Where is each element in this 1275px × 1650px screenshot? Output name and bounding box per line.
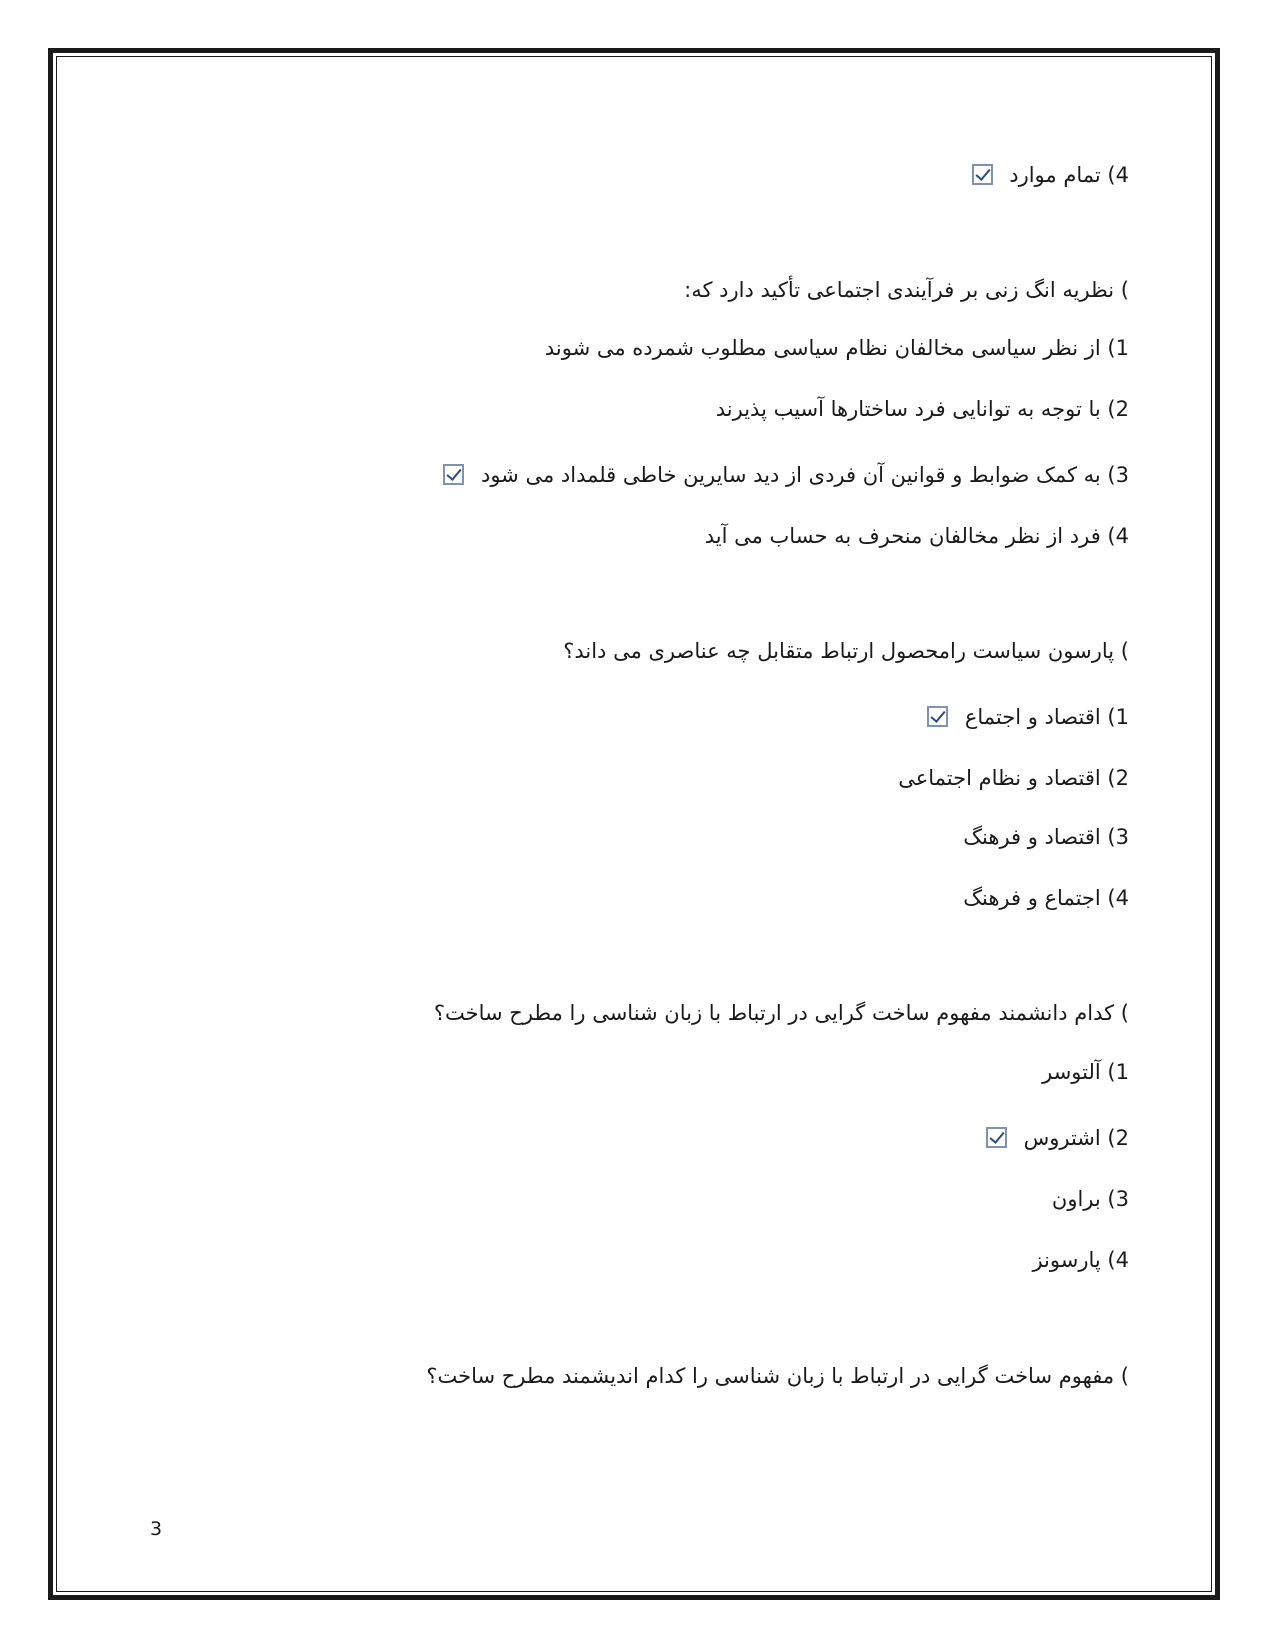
answer-option (1032, 1245, 1129, 1275)
option-number: 1) (1107, 705, 1129, 729)
answer-option (705, 521, 1129, 551)
option-text: براون (1051, 1187, 1101, 1211)
question-prompt: ) نظریه انگ زنی بر فرآیندی اجتماعی تأکید دارد که: (684, 278, 1129, 302)
option-number: 2) (1107, 397, 1129, 421)
answer-option (898, 763, 1129, 793)
checkbox-checked-icon[interactable] (927, 706, 948, 727)
option-number: 4) (1107, 524, 1129, 548)
answer-option (963, 822, 1129, 852)
option-number: 3) (1107, 463, 1129, 487)
checkbox-checked-icon[interactable] (443, 464, 464, 485)
option-number: 4) (1107, 163, 1129, 187)
question-prompt: ) مفهوم ساخت گرایی در ارتباط با زبان شناسی را کدام اندیشمند مطرح ساخت؟ (426, 1364, 1129, 1388)
answer-option (986, 1123, 1129, 1153)
option-number: 3) (1107, 825, 1129, 849)
option-number: 1) (1107, 1060, 1129, 1084)
answer-option (716, 394, 1129, 424)
checkbox-checked-icon[interactable] (972, 164, 993, 185)
answer-option (1052, 1184, 1129, 1214)
answer-option (1042, 1057, 1129, 1087)
option-text: اشتروس (1023, 1126, 1101, 1150)
page-number: 3 (150, 1518, 163, 1540)
question-prompt: ) کدام دانشمند مفهوم ساخت گرایی در ارتباط با زبان شناسی را مطرح ساخت؟ (433, 1001, 1129, 1025)
option-number: 2) (1107, 1126, 1129, 1150)
answer-option (963, 883, 1129, 913)
option-number: 4) (1107, 886, 1129, 910)
option-text: اقتصاد و فرهنگ (963, 825, 1101, 849)
answer-option (443, 460, 1129, 490)
option-text: با توجه به توانایی فرد ساختارها آسیب پذیرند (715, 397, 1101, 421)
option-number: 4) (1107, 1248, 1129, 1272)
checkbox-checked-icon[interactable] (986, 1127, 1007, 1148)
option-text: اقتصاد و نظام اجتماعی (898, 766, 1101, 790)
option-number: 2) (1107, 766, 1129, 790)
option-text: اجتماع و فرهنگ (963, 886, 1101, 910)
answer-option (927, 702, 1129, 732)
option-text: آلتوسر (1042, 1060, 1101, 1084)
answer-option (545, 333, 1129, 363)
answer-option (972, 160, 1129, 190)
option-number: 1) (1107, 336, 1129, 360)
option-text: از نظر سیاسی مخالفان نظام سیاسی مطلوب شمرده می شوند (544, 336, 1101, 360)
option-text: تمام موارد (1009, 163, 1101, 187)
option-text: اقتصاد و اجتماع (964, 705, 1101, 729)
option-text: پارسونز (1032, 1248, 1101, 1272)
option-text: فرد از نظر مخالفان منحرف به حساب می آید (704, 524, 1101, 548)
option-number: 3) (1107, 1187, 1129, 1211)
option-text: به کمک ضوابط و قوانین آن فردی از دید سایرین خاطی قلمداد می شود (480, 463, 1101, 487)
question-prompt: ) پارسون سیاست رامحصول ارتباط متقابل چه عناصری می داند؟ (563, 639, 1129, 663)
